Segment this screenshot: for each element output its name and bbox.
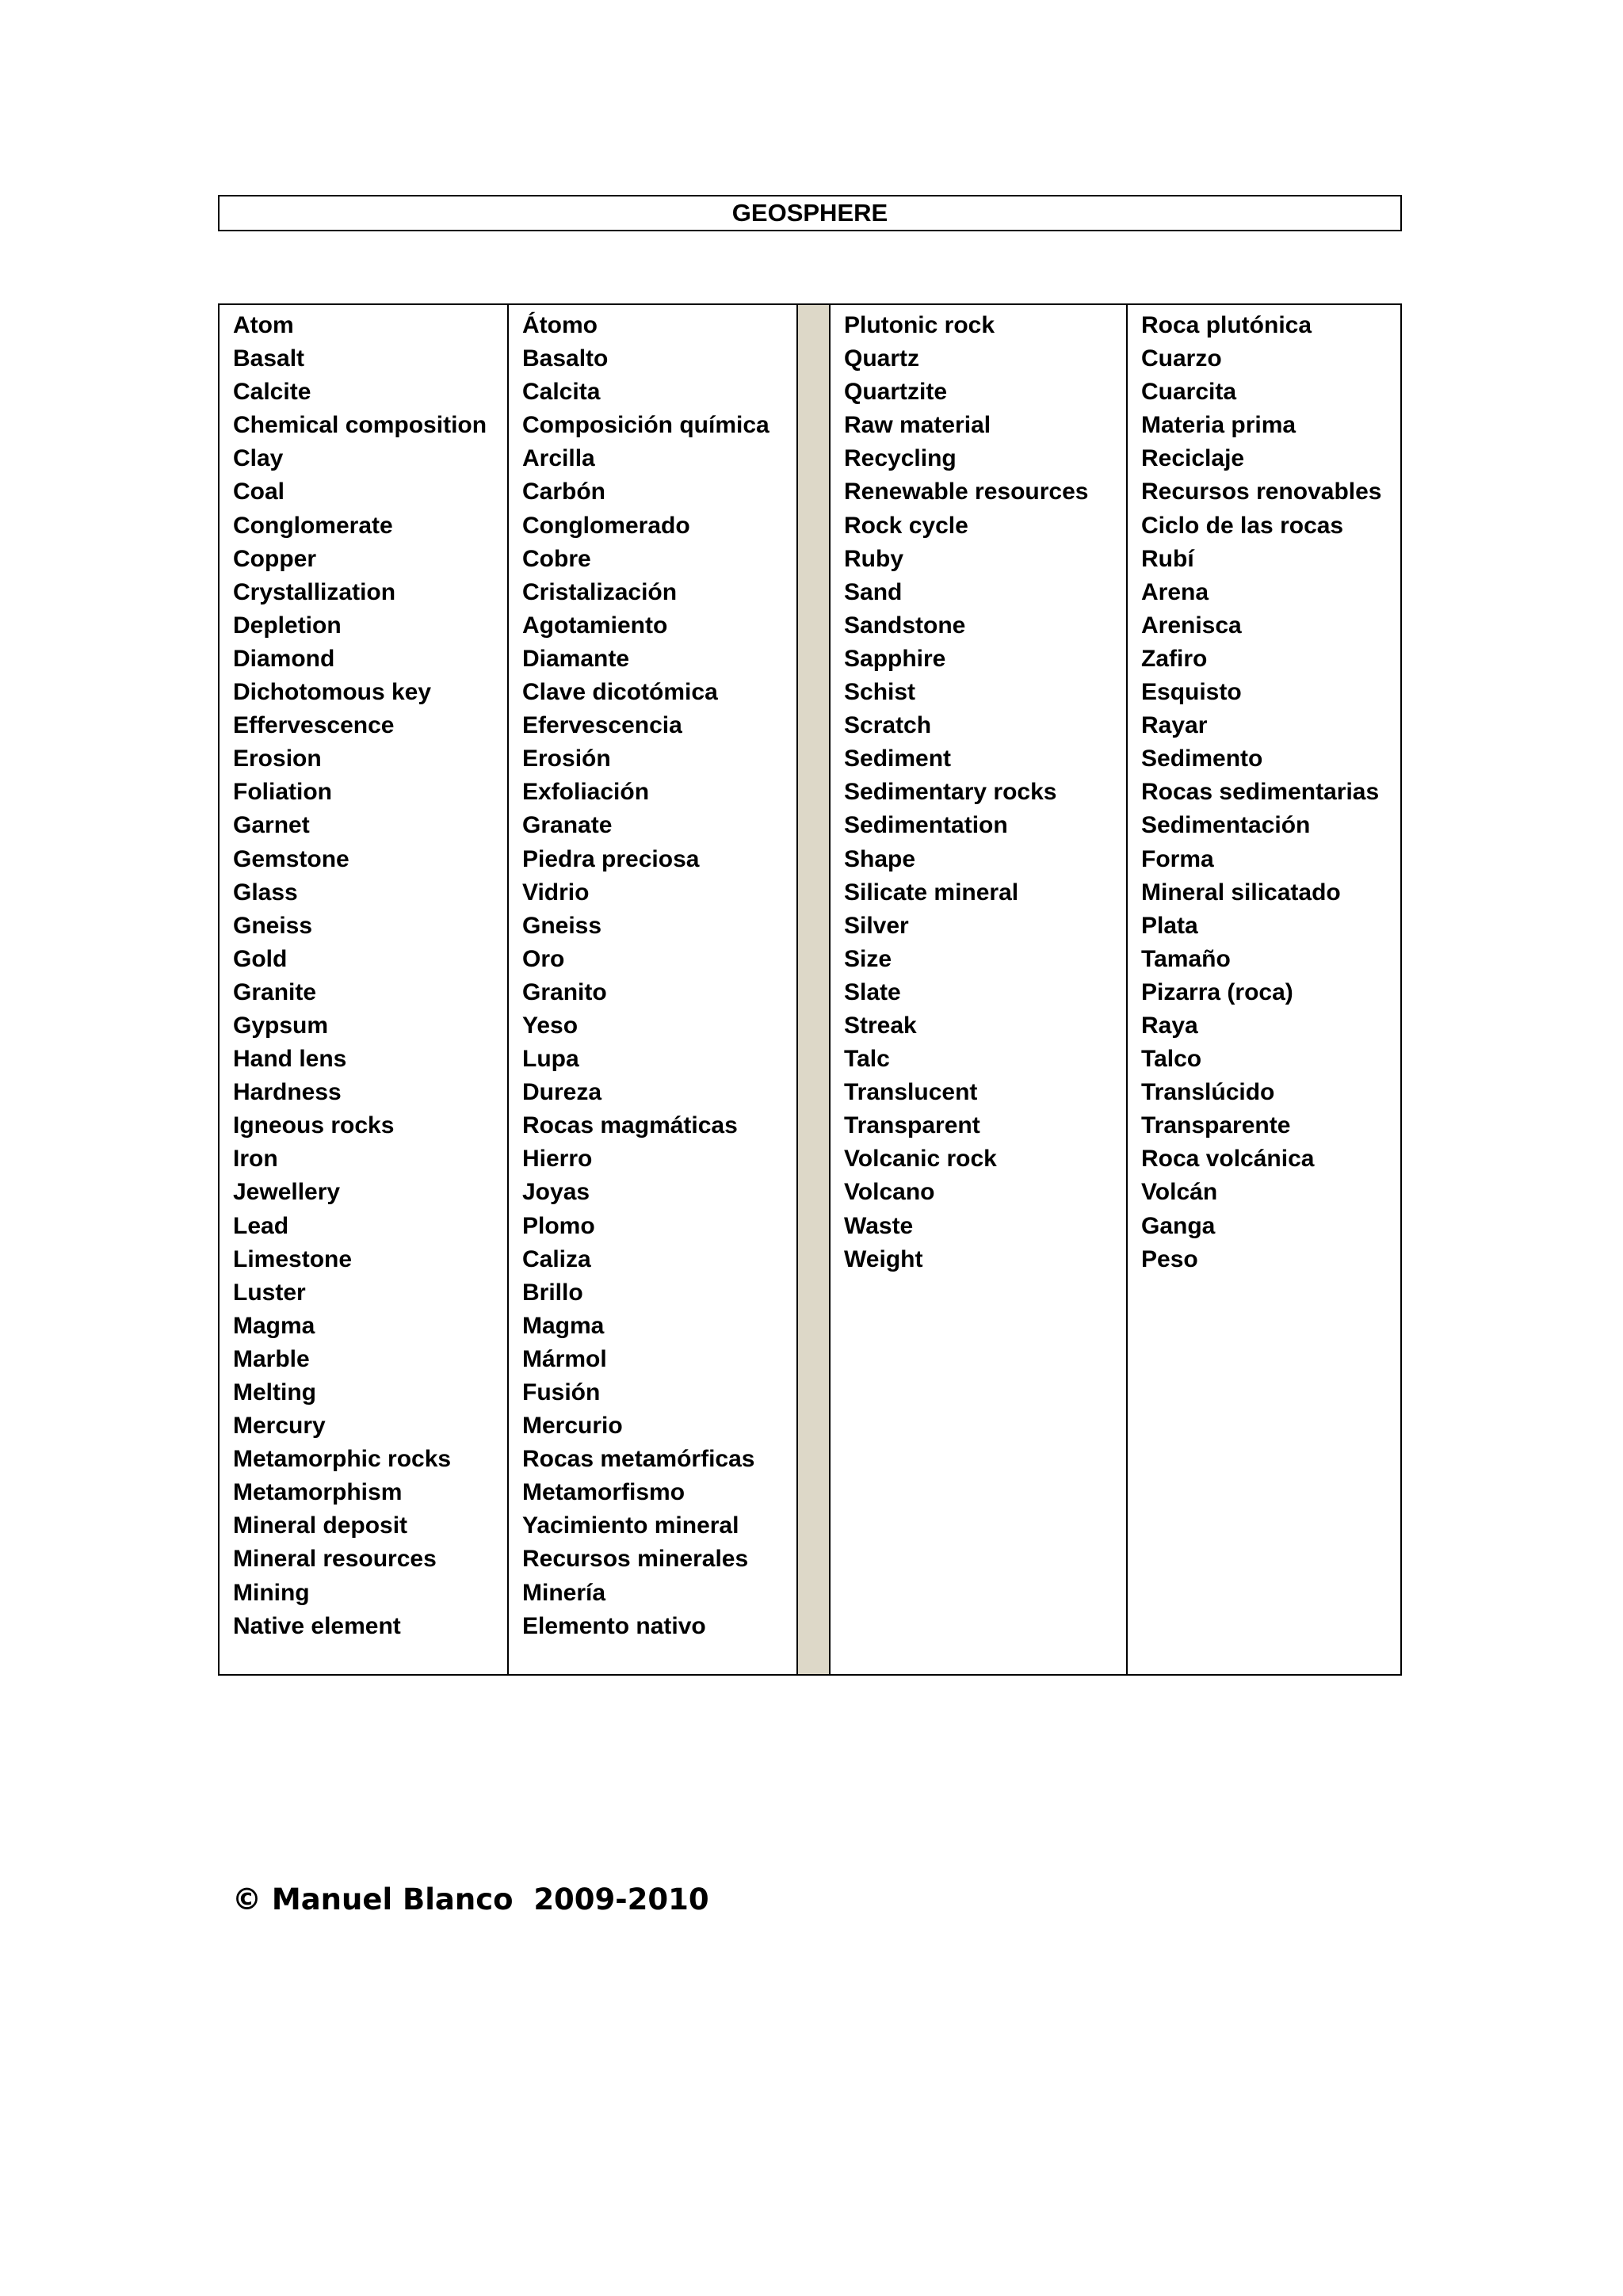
term-cell: Foliation: [233, 779, 332, 806]
term-cell: Native element: [233, 1612, 401, 1639]
term-cell: Calcite: [233, 379, 311, 406]
term-cell: Vidrio: [522, 879, 590, 906]
term-cell: Atom: [233, 312, 294, 338]
term-cell: Chemical composition: [233, 412, 487, 439]
term-cell: Gneiss: [233, 912, 313, 939]
term-cell: Sandstone: [844, 612, 966, 639]
term-cell: Renewable resources: [844, 479, 1089, 505]
term-cell: Melting: [233, 1379, 316, 1405]
term-cell: Ruby: [844, 545, 903, 572]
term-cell: Effervescence: [233, 712, 395, 739]
term-cell: Sedimento: [1141, 746, 1263, 772]
term-cell: Schist: [844, 679, 916, 706]
term-cell: Silicate mineral: [844, 879, 1019, 906]
term-cell: Arenisca: [1141, 612, 1242, 639]
term-cell: Calcita: [522, 379, 601, 406]
term-cell: Waste: [844, 1212, 914, 1239]
term-cell: Arena: [1141, 578, 1209, 605]
term-cell: Glass: [233, 879, 298, 906]
term-cell: Depletion: [233, 612, 342, 639]
term-cell: Gold: [233, 945, 288, 972]
term-cell: Forma: [1141, 845, 1214, 872]
term-cell: Agotamiento: [522, 612, 668, 639]
term-cell: Cuarzo: [1141, 345, 1222, 372]
term-cell: Limestone: [233, 1245, 353, 1272]
column-separator: [796, 305, 829, 1674]
term-cell: Dureza: [522, 1079, 602, 1106]
term-cell: Dichotomous key: [233, 679, 432, 706]
term-cell: Mineral resources: [233, 1546, 437, 1573]
term-cell: Ganga: [1141, 1212, 1216, 1239]
term-cell: Conglomerado: [522, 512, 690, 539]
term-cell: Igneous rocks: [233, 1112, 395, 1139]
term-cell: Esquisto: [1141, 679, 1242, 706]
term-cell: Basalto: [522, 345, 609, 372]
term-cell: Sedimentation: [844, 812, 1008, 839]
term-cell: Piedra preciosa: [522, 845, 700, 872]
term-cell: Arcilla: [522, 445, 595, 472]
term-cell: Translúcido: [1141, 1079, 1275, 1106]
term-cell: Metamorphism: [233, 1479, 403, 1506]
term-cell: Gypsum: [233, 1012, 329, 1039]
term-cell: Rocas sedimentarias: [1141, 779, 1380, 806]
term-cell: Magma: [522, 1312, 605, 1339]
term-cell: Luster: [233, 1279, 306, 1306]
term-cell: Peso: [1141, 1245, 1198, 1272]
term-cell: Oro: [522, 945, 565, 972]
term-cell: Transparent: [844, 1112, 980, 1139]
term-cell: Minería: [522, 1579, 606, 1606]
term-cell: Coal: [233, 479, 285, 505]
term-cell: Scratch: [844, 712, 932, 739]
term-cell: Gneiss: [522, 912, 602, 939]
term-cell: Silver: [844, 912, 909, 939]
term-cell: Plata: [1141, 912, 1198, 939]
term-cell: Sand: [844, 578, 903, 605]
term-cell: Mineral silicatado: [1141, 879, 1341, 906]
term-cell: Ciclo de las rocas: [1141, 512, 1344, 539]
term-cell: Diamante: [522, 645, 630, 672]
term-cell: Lupa: [522, 1046, 579, 1073]
term-cell: Fusión: [522, 1379, 601, 1405]
term-cell: Rocas metamórficas: [522, 1446, 755, 1473]
term-cell: Clave dicotómica: [522, 679, 718, 706]
term-cell: Hardness: [233, 1079, 342, 1106]
term-cell: Diamond: [233, 645, 335, 672]
term-cell: Mining: [233, 1579, 310, 1606]
term-cell: Plomo: [522, 1212, 595, 1239]
page-title: GEOSPHERE: [731, 199, 888, 227]
term-cell: Pizarra (roca): [1141, 978, 1293, 1005]
term-cell: Yeso: [522, 1012, 579, 1039]
term-cell: Rubí: [1141, 545, 1194, 572]
term-cell: Metamorfismo: [522, 1479, 685, 1506]
term-cell: Roca volcánica: [1141, 1146, 1315, 1173]
term-cell: Transparente: [1141, 1112, 1291, 1139]
term-cell: Basalt: [233, 345, 305, 372]
term-cell: Tamaño: [1141, 945, 1231, 972]
term-cell: Weight: [844, 1245, 923, 1272]
term-cell: Cuarcita: [1141, 379, 1237, 406]
term-cell: Slate: [844, 978, 901, 1005]
term-cell: Rocas magmáticas: [522, 1112, 738, 1139]
term-cell: Exfoliación: [522, 779, 650, 806]
term-cell: Granate: [522, 812, 613, 839]
term-cell: Marble: [233, 1345, 310, 1372]
term-cell: Átomo: [522, 312, 598, 338]
term-cell: Zafiro: [1141, 645, 1208, 672]
term-cell: Volcán: [1141, 1179, 1218, 1206]
term-cell: Gemstone: [233, 845, 349, 872]
term-cell: Lead: [233, 1212, 289, 1239]
term-cell: Translucent: [844, 1079, 978, 1106]
term-cell: Raya: [1141, 1012, 1198, 1039]
term-cell: Sedimentary rocks: [844, 779, 1057, 806]
copyright-footer: © Manuel Blanco 2009-2010: [232, 1882, 709, 1917]
term-cell: Plutonic rock: [844, 312, 995, 338]
term-cell: Shape: [844, 845, 916, 872]
term-cell: Hierro: [522, 1146, 593, 1173]
term-cell: Carbón: [522, 479, 605, 505]
term-cell: Clay: [233, 445, 284, 472]
term-cell: Talco: [1141, 1046, 1202, 1073]
term-cell: Cobre: [522, 545, 591, 572]
spanish-column-2: [1126, 305, 1400, 1674]
term-cell: Recursos minerales: [522, 1546, 749, 1573]
term-cell: Caliza: [522, 1245, 591, 1272]
term-cell: Hand lens: [233, 1046, 347, 1073]
vocabulary-table: [218, 303, 1402, 1676]
term-cell: Sedimentación: [1141, 812, 1311, 839]
term-cell: Crystallization: [233, 578, 396, 605]
term-cell: Volcanic rock: [844, 1146, 997, 1173]
term-cell: Streak: [844, 1012, 917, 1039]
term-cell: Mármol: [522, 1345, 607, 1372]
term-cell: Granito: [522, 978, 607, 1005]
term-cell: Cristalización: [522, 578, 678, 605]
term-cell: Garnet: [233, 812, 310, 839]
spanish-column-1: [507, 305, 796, 1674]
term-cell: Magma: [233, 1312, 315, 1339]
term-cell: Quartzite: [844, 379, 948, 406]
term-cell: Elemento nativo: [522, 1612, 706, 1639]
term-cell: Copper: [233, 545, 316, 572]
page-title-box: [218, 195, 1402, 231]
term-cell: Erosión: [522, 746, 611, 772]
term-cell: Size: [844, 945, 892, 972]
term-cell: Granite: [233, 978, 317, 1005]
term-cell: Materia prima: [1141, 412, 1296, 439]
term-cell: Reciclaje: [1141, 445, 1245, 472]
term-cell: Talc: [844, 1046, 890, 1073]
term-cell: Rock cycle: [844, 512, 968, 539]
term-cell: Erosion: [233, 746, 322, 772]
term-cell: Yacimiento mineral: [522, 1512, 739, 1539]
term-cell: Jewellery: [233, 1179, 341, 1206]
english-column-1: [220, 305, 507, 1674]
term-cell: Efervescencia: [522, 712, 682, 739]
term-cell: Mercurio: [522, 1413, 623, 1440]
term-cell: Raw material: [844, 412, 991, 439]
term-cell: Quartz: [844, 345, 920, 372]
term-cell: Mineral deposit: [233, 1512, 408, 1539]
term-cell: Roca plutónica: [1141, 312, 1312, 338]
term-cell: Iron: [233, 1146, 278, 1173]
term-cell: Recursos renovables: [1141, 479, 1382, 505]
term-cell: Metamorphic rocks: [233, 1446, 452, 1473]
term-cell: Brillo: [522, 1279, 583, 1306]
term-cell: Joyas: [522, 1179, 590, 1206]
term-cell: Sapphire: [844, 645, 946, 672]
term-cell: Sediment: [844, 746, 952, 772]
term-cell: Rayar: [1141, 712, 1208, 739]
term-cell: Conglomerate: [233, 512, 393, 539]
term-cell: Recycling: [844, 445, 957, 472]
english-column-2: [829, 305, 1126, 1674]
term-cell: Volcano: [844, 1179, 935, 1206]
term-cell: Composición química: [522, 412, 769, 439]
term-cell: Mercury: [233, 1413, 326, 1440]
